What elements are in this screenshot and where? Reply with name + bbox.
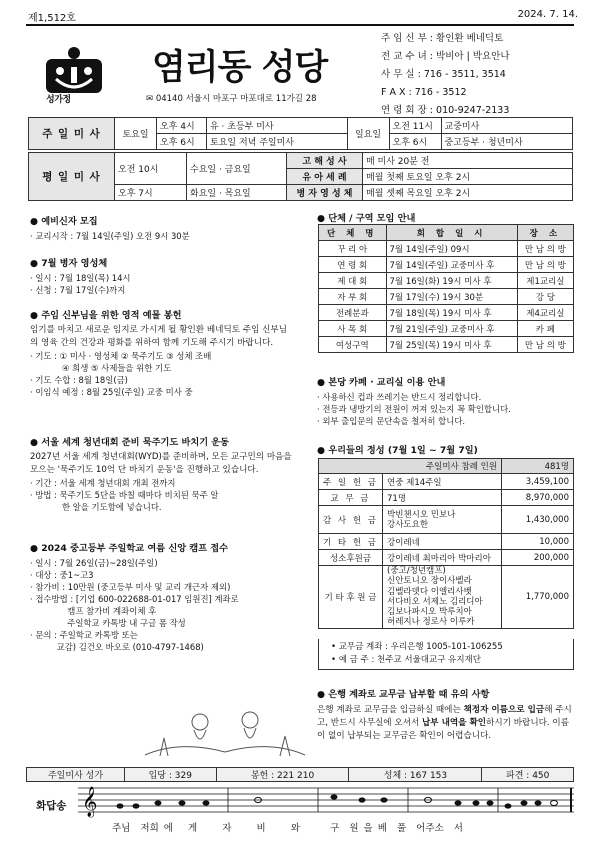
offering-category: 성소후원금 xyxy=(319,550,383,566)
list-item: · 사용하신 컵과 쓰레기는 반드시 정리합니다. xyxy=(317,392,482,402)
group-name: 꾸 리 아 xyxy=(319,241,387,257)
paragraph: 은행 계좌로 교무금을 입금하실 때에는 책정자 이름으로 입금해 주시고, 반드시 사무실에 오셔서 납부 내역을 확인하시기 바랍니다. 이름이 없이 납부되는 교무금은 확인이 어렵습니다. xyxy=(317,705,572,741)
meeting-place: 강 당 xyxy=(517,289,573,305)
contact-value: 716 - 3511, 3514 xyxy=(423,69,506,80)
meeting-time: 7월 21일(주일) 교중미사 후 xyxy=(386,321,517,337)
offering-note: 71명 xyxy=(383,490,502,506)
priest-offering-section xyxy=(30,307,295,398)
list-item: · 기도 수합 : 8월 18일(금) xyxy=(30,375,128,385)
contact-row: 사 무 실 : 716 - 3511, 3514 xyxy=(381,69,506,80)
account-line: • 교무금 계좌 : 우리은행 1005-101-106255 xyxy=(331,642,503,652)
contact-label: 사 무 실 xyxy=(381,69,415,80)
mass-time: 오후 4시 xyxy=(157,118,207,134)
group-name: 여성구역 xyxy=(319,337,387,353)
offering-table xyxy=(318,458,574,629)
issue-number: 제1,512호 xyxy=(28,13,76,24)
table-row xyxy=(319,289,574,305)
contact-row: 주 임 신 부 : 황인환 베네딕토 xyxy=(381,33,504,44)
contact-value: 010-9247-2133 xyxy=(436,105,510,116)
sunday-mass-table xyxy=(28,117,573,150)
table-row xyxy=(319,550,574,566)
table-row xyxy=(319,534,574,550)
list-item: · 일시 : 7월 18일(목) 14시 xyxy=(30,273,131,283)
sacrament-label: 고 해 성 사 xyxy=(287,153,363,169)
offering-amount: 1,770,000 xyxy=(502,566,574,629)
contact-label: 주 임 신 부 xyxy=(381,33,427,44)
list-item: · 기간 : 서울 세계 청년대회 개최 전까지 xyxy=(30,478,176,488)
column-header: 회 합 일 시 xyxy=(386,225,517,241)
group-meeting-table xyxy=(318,224,574,353)
offering-amount: 3,459,100 xyxy=(502,474,574,490)
table-row xyxy=(319,241,574,257)
parish-address: ✉ 04140 서울시 마포구 마포대로 11가길 28 xyxy=(146,94,317,104)
offering-category: 교 무 금 xyxy=(319,490,383,506)
meeting-place: 만 남 의 방 xyxy=(517,257,573,273)
contact-label: 전 교 수 녀 xyxy=(381,51,427,62)
offering-note: 연중 제14주일 xyxy=(383,474,502,490)
list-item: · 신청 : 7월 17일(수)까지 xyxy=(30,285,126,295)
treble-clef-icon: 𝄞 xyxy=(82,787,98,817)
list-item: · 대상 : 중1~고3 xyxy=(30,570,94,580)
mass-time: 오후 6시 xyxy=(389,134,441,150)
table-row xyxy=(319,305,574,321)
offering-category: 기 타 후 원 금 xyxy=(319,566,383,629)
group-name: 자 부 회 xyxy=(319,289,387,305)
table-row xyxy=(319,566,574,629)
group-name: 사 목 회 xyxy=(319,321,387,337)
list-item: · 외부 출입문의 문단속을 철저히 합니다. xyxy=(317,416,466,426)
section-title: ● 우리들의 정성 (7월 1일 ~ 7월 7일) xyxy=(317,445,478,456)
offering-section xyxy=(317,442,577,456)
offering-amount: 8,970,000 xyxy=(502,490,574,506)
table-row xyxy=(319,273,574,289)
mass-desc: 중고등부 · 청년미사 xyxy=(441,134,573,150)
offering-note: 강이레네 xyxy=(383,534,502,550)
hymn-lyrics: 주님 저희 에 게 자 비 와 구 원 을 베 풀 어주소 서 xyxy=(112,823,463,834)
offering-category: 감 사 헌 금 xyxy=(319,506,383,534)
mass-desc: 유 · 초등부 미사 xyxy=(207,118,348,134)
mass-time: 오후 7시 xyxy=(115,185,187,201)
meeting-time: 7월 14일(주일) 09시 xyxy=(386,241,517,257)
table-row xyxy=(319,257,574,273)
section-title: ● 2024 중고등부 주일학교 여름 신앙 캠프 접수 xyxy=(30,543,228,554)
sacrament-label: 유 아 세 례 xyxy=(287,169,363,185)
list-item: 한 알을 기도함에 넣습니다. xyxy=(30,502,162,512)
offering-note: (중고/청년캠프) 신안토니오 장이사벨라 김벨라뎃다 이엘리사벳 서다비오 서제노 김리디아 김보나파시오 박루치아 허레지나 정로사 이루카 xyxy=(383,566,502,629)
bank-account-box xyxy=(318,639,574,670)
meeting-place: 만 남 의 방 xyxy=(517,241,573,257)
attendance-label: 주일미사 참례 인원 xyxy=(319,459,502,474)
contact-label: 연 령 회 장 xyxy=(381,105,427,116)
list-item: · 전등과 냉방기의 전원이 꺼져 있는지 꼭 확인합니다. xyxy=(317,404,511,414)
meeting-time: 7월 16일(화) 19시 미사 후 xyxy=(386,273,517,289)
offering-note: 강이레네 최마리아 박마리아 xyxy=(383,550,502,566)
list-item: · 일시 : 7월 26일(금)~28일(주일) xyxy=(30,558,158,568)
section-title: ● 서울 세계 청년대회 준비 묵주기도 바치기 운동 xyxy=(30,437,230,448)
mass-days: 화요일 · 목요일 xyxy=(187,185,287,201)
contact-value: 황인환 베네딕토 xyxy=(436,33,504,44)
praying-children-illustration xyxy=(140,700,310,762)
group-name: 제 대 회 xyxy=(319,273,387,289)
table-row xyxy=(319,474,574,490)
hymn-cell: 주일미사 성가 xyxy=(27,768,125,782)
offering-amount: 1,430,000 xyxy=(502,506,574,534)
meeting-place: 카 페 xyxy=(517,321,573,337)
table-row xyxy=(319,337,574,353)
mass-time: 오전 11시 xyxy=(389,118,441,134)
list-item: ④ 희생 ⑤ 사제들을 위한 기도 xyxy=(30,363,172,373)
weekday-mass-table xyxy=(28,152,573,201)
section-title: ● 단체 / 구역 모임 안내 xyxy=(317,213,416,224)
list-item: · 기도 : ① 미사 · 영성체 ② 묵주기도 ③ 성체 조배 xyxy=(30,351,212,361)
sacrament-label: 병 자 영 성 체 xyxy=(287,185,363,201)
contact-row: F A X : 716 - 3512 xyxy=(381,87,467,98)
column-header: 단 체 명 xyxy=(319,225,387,241)
section-title: ● 은행 계좌로 교무금 납부할 때 유의 사항 xyxy=(317,689,490,700)
offering-amount: 200,000 xyxy=(502,550,574,566)
mass-time: 오전 10시 xyxy=(115,153,187,185)
offering-category: 주 일 헌 금 xyxy=(319,474,383,490)
music-staff xyxy=(78,778,574,826)
summer-camp-section xyxy=(30,540,300,653)
weekday-mass-label: 평 일 미 사 xyxy=(29,153,115,201)
hymn-cell: 파견 : 450 xyxy=(482,768,574,782)
list-item: 교감) 김건오 바오로 (010-4797-1468) xyxy=(30,642,204,652)
header-divider xyxy=(26,24,574,26)
wyd-section xyxy=(30,434,300,513)
group-name: 연 령 회 xyxy=(319,257,387,273)
table-row xyxy=(319,321,574,337)
meeting-time: 7월 25일(목) 19시 미사 후 xyxy=(386,337,517,353)
list-item: · 접수방법 : [기업 600-022688-01-017 임원진] 계좌로 xyxy=(30,594,239,604)
meeting-place: 제1교리실 xyxy=(517,273,573,289)
meeting-place: 만 남 의 방 xyxy=(517,337,573,353)
account-line: • 예 금 주 : 천주교 서울대교구 유지재단 xyxy=(331,655,481,665)
sick-communion-section xyxy=(30,255,131,296)
table-row xyxy=(319,506,574,534)
sunday-label: 일요일 xyxy=(347,118,389,150)
sunday-mass-label: 주 일 미 사 xyxy=(29,118,115,150)
catechumen-section xyxy=(30,213,190,242)
hymn-cell: 입당 : 329 xyxy=(125,768,217,782)
mass-time: 오후 6시 xyxy=(157,134,207,150)
list-item: · 이임식 예정 : 8월 25일(주일) 교중 미사 중 xyxy=(30,387,193,397)
contact-row: 전 교 수 녀 : 박비아 | 박요안나 xyxy=(381,51,510,62)
issue-date: 2024. 7. 14. xyxy=(517,9,578,20)
hymn-cell: 봉헌 : 221 210 xyxy=(216,768,349,782)
group-name: 전례분과 xyxy=(319,305,387,321)
sacrament-value: 매 미사 20분 전 xyxy=(363,153,573,169)
bank-payment-notice xyxy=(317,686,577,743)
contact-row: 연 령 회 장 : 010-9247-2133 xyxy=(381,105,510,116)
mass-desc: 교중미사 xyxy=(441,118,573,134)
table-row xyxy=(319,490,574,506)
section-title: ● 7월 병자 영성체 xyxy=(30,258,108,269)
mass-days: 수요일 · 금요일 xyxy=(187,153,287,185)
saturday-label: 토요일 xyxy=(115,118,157,150)
meeting-time: 7월 17일(수) 19시 30분 xyxy=(386,289,517,305)
cafe-usage-section xyxy=(317,374,577,427)
contact-value: 716 - 3512 xyxy=(414,87,467,98)
logo-caption: 성가정 xyxy=(46,95,71,105)
paragraph: 임기를 마치고 새로운 임지로 가시게 될 황인환 베네딕토 주임 신부님의 영육 간의 건강과 평화를 위하여 함께 기도해 주시기 바랍니다. xyxy=(30,325,288,348)
list-item: 주일학교 카톡방 내 구글 폼 작성 xyxy=(30,618,186,628)
contact-list xyxy=(381,30,510,120)
meeting-time: 7월 14일(주일) 교중미사 후 xyxy=(386,257,517,273)
section-title: ● 주임 신부님을 위한 영적 예물 봉헌 xyxy=(30,310,182,321)
paragraph: 2027년 서울 세계 청년대회(WYD)를 준비하며, 모든 교구민의 마음을 모으는 '묵주기도 10억 단 바치기 운동'을 진행하고 있습니다. xyxy=(30,452,292,475)
list-item: · 방법 : 묵주기도 5단을 바칠 때마다 비치된 묵주 알 xyxy=(30,490,219,500)
list-item: 캠프 참가비 계좌이체 후 xyxy=(30,606,157,616)
sacrament-value: 매월 셋째 목요일 오후 2시 xyxy=(363,185,573,201)
list-item: · 문의 : 주일학교 카톡방 또는 xyxy=(30,630,138,640)
mass-desc: 토요일 저녁 주일미사 xyxy=(207,134,348,150)
column-header: 장 소 xyxy=(517,225,573,241)
offering-note: 박빈첸시오 민보나 강사도요한 xyxy=(383,506,502,534)
section-title: ● 예비신자 모집 xyxy=(30,216,98,227)
contact-label: F A X xyxy=(381,87,406,98)
contact-value: 박비아 | 박요안나 xyxy=(436,51,510,62)
meeting-place: 제4교리실 xyxy=(517,305,573,321)
sacrament-value: 매월 첫째 토요일 오후 2시 xyxy=(363,169,573,185)
offering-amount: 10,000 xyxy=(502,534,574,550)
meeting-time: 7월 18일(목) 19시 미사 후 xyxy=(386,305,517,321)
parish-title: 염리동 성당 xyxy=(152,48,328,88)
section-title: ● 본당 카페 · 교리실 이용 안내 xyxy=(317,377,446,388)
hymn-cell: 성체 : 167 153 xyxy=(349,768,482,782)
list-item: · 참가비 : 10만원 (중고등부 미사 및 교리 개근자 제외) xyxy=(30,582,231,592)
offering-category: 기 타 헌 금 xyxy=(319,534,383,550)
responsorial-label: 화답송 xyxy=(36,800,67,812)
list-item: · 교리시작 : 7월 14일(주일) 오전 9시 30분 xyxy=(30,231,190,241)
attendance-value: 481명 xyxy=(502,459,574,474)
